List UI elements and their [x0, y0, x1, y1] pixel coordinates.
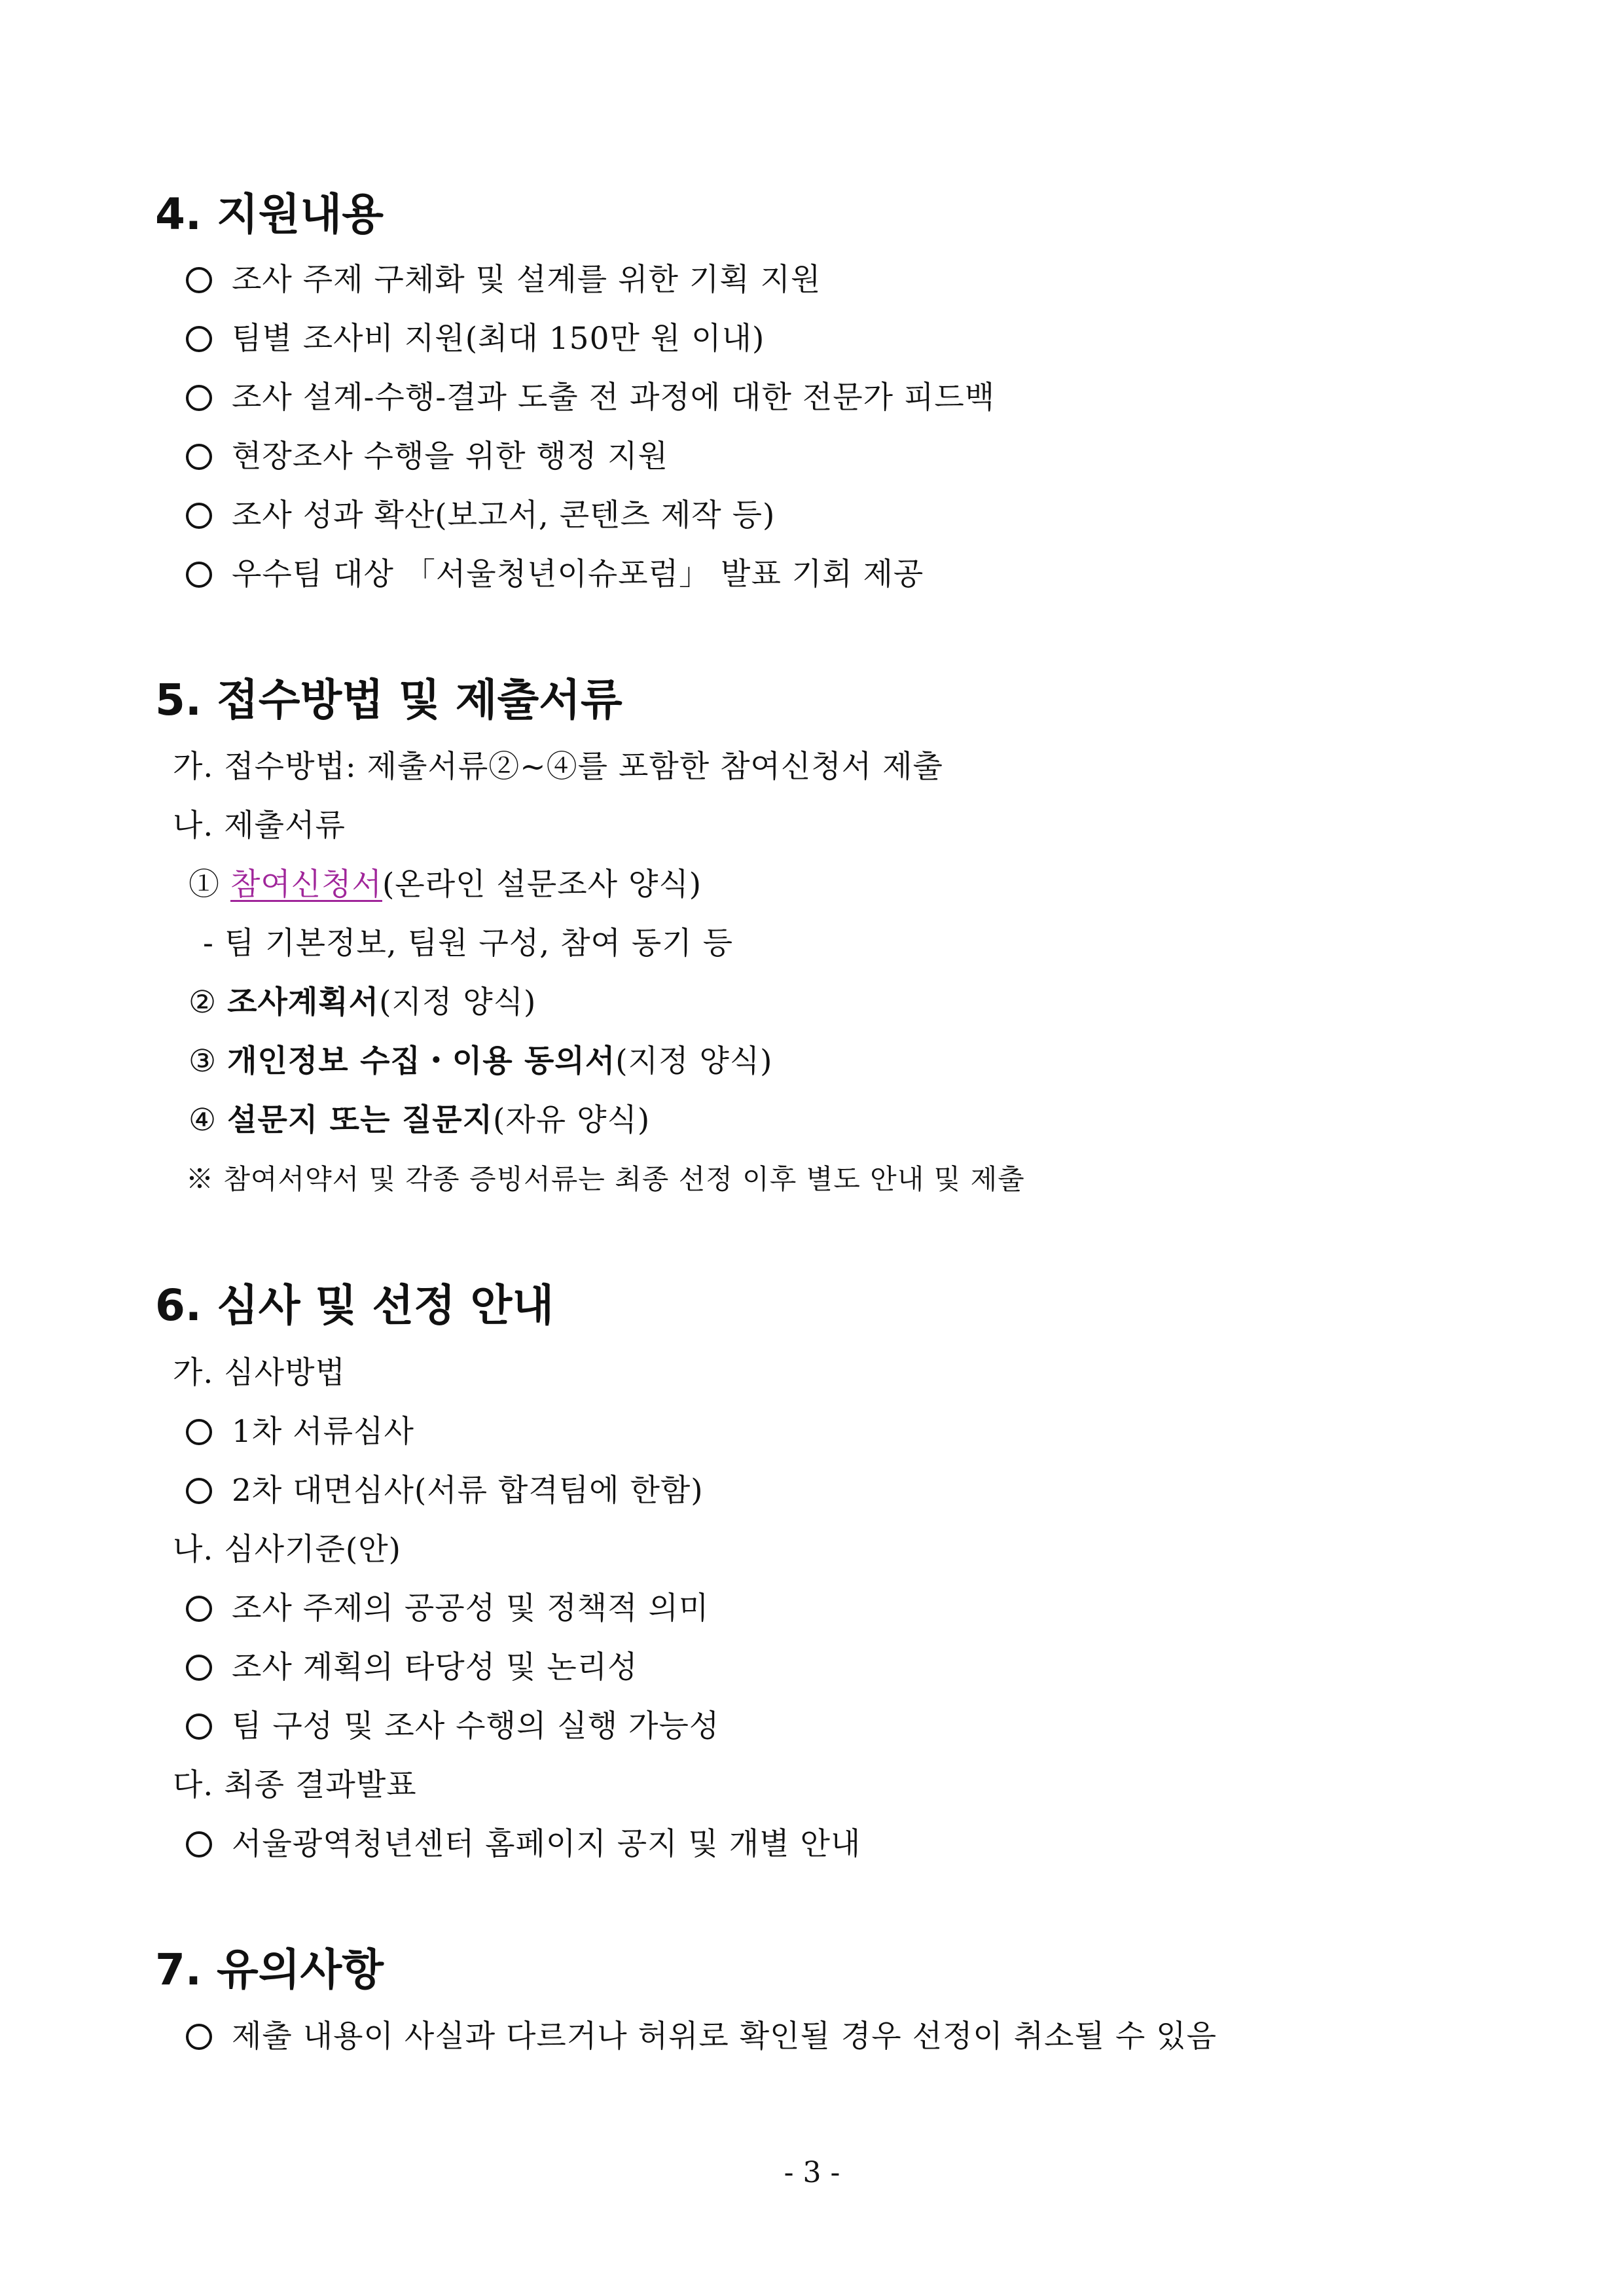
list-item: 현장조사 수행을 위한 행정 지원 — [186, 437, 668, 476]
list-item: 서울광역청년센터 홈페이지 공지 및 개별 안내 — [186, 1825, 861, 1864]
list-item: 1차 서류심사 — [186, 1412, 414, 1452]
circle-bullet-icon — [186, 1655, 212, 1681]
list-item: 조사 주제의 공공성 및 정책적 의미 — [186, 1589, 709, 1628]
required-documents-heading: 나. 제출서류 — [173, 808, 346, 844]
section-5-title: 5. 접수방법 및 제출서류 — [155, 675, 623, 725]
document-item-1: ① 참여신청서(온라인 설문조사 양식) — [189, 867, 702, 903]
list-item: 조사 계획의 타당성 및 논리성 — [186, 1648, 638, 1687]
list-item: 우수팀 대상 「서울청년이슈포럼」 발표 기회 제공 — [186, 555, 924, 594]
list-item: 제출 내용이 사실과 다르거나 허위로 확인될 경우 선정이 취소될 수 있음 — [186, 2017, 1217, 2056]
circle-bullet-icon — [186, 503, 212, 529]
section-4-title: 4. 지원내용 — [155, 189, 384, 240]
section-7-title: 7. 유의사항 — [155, 1945, 384, 1995]
circle-bullet-icon — [186, 385, 212, 411]
application-form-link[interactable]: 참여신청서 — [230, 867, 382, 903]
circle-bullet-icon — [186, 1419, 212, 1445]
circle-bullet-icon — [186, 562, 212, 588]
circle-bullet-icon — [186, 444, 212, 470]
document-item-4: ④ 설문지 또는 질문지(자유 양식) — [189, 1102, 651, 1138]
section-6-title: 6. 심사 및 선정 안내 — [155, 1280, 554, 1331]
document-item-3: ③ 개인정보 수집・이용 동의서(지정 양식) — [189, 1043, 773, 1079]
list-item: 2차 대면심사(서류 합격팀에 한함) — [186, 1471, 704, 1511]
circle-bullet-icon — [186, 326, 212, 352]
review-method-heading: 가. 심사방법 — [173, 1355, 346, 1391]
list-item: 조사 주제 구체화 및 설계를 위한 기획 지원 — [186, 260, 821, 300]
final-announcement-heading: 다. 최종 결과발표 — [173, 1767, 417, 1803]
circle-bullet-icon — [186, 1478, 212, 1504]
list-item: 조사 설계-수행-결과 도출 전 과정에 대한 전문가 피드백 — [186, 378, 995, 418]
documents-note: ※ 참여서약서 및 각종 증빙서류는 최종 선정 이후 별도 안내 및 제출 — [186, 1163, 1025, 1195]
circle-bullet-icon — [186, 2024, 212, 2050]
circle-bullet-icon — [186, 1596, 212, 1622]
submission-method: 가. 접수방법: 제출서류②~④를 포함한 참여신청서 제출 — [173, 749, 943, 785]
review-criteria-heading: 나. 심사기준(안) — [173, 1532, 401, 1568]
list-item: 팀별 조사비 지원(최대 150만 원 이내) — [186, 319, 765, 359]
list-item: 조사 성과 확산(보고서, 콘텐츠 제작 등) — [186, 496, 775, 535]
page-number: - 3 - — [784, 2156, 840, 2189]
circle-bullet-icon — [186, 267, 212, 293]
circle-bullet-icon — [186, 1713, 212, 1740]
document-item-1-detail: - 팀 기본정보, 팀원 구성, 참여 동기 등 — [203, 925, 733, 961]
circle-bullet-icon — [186, 1831, 212, 1857]
document-item-2: ② 조사계획서(지정 양식) — [189, 984, 537, 1020]
list-item: 팀 구성 및 조사 수행의 실행 가능성 — [186, 1707, 719, 1746]
